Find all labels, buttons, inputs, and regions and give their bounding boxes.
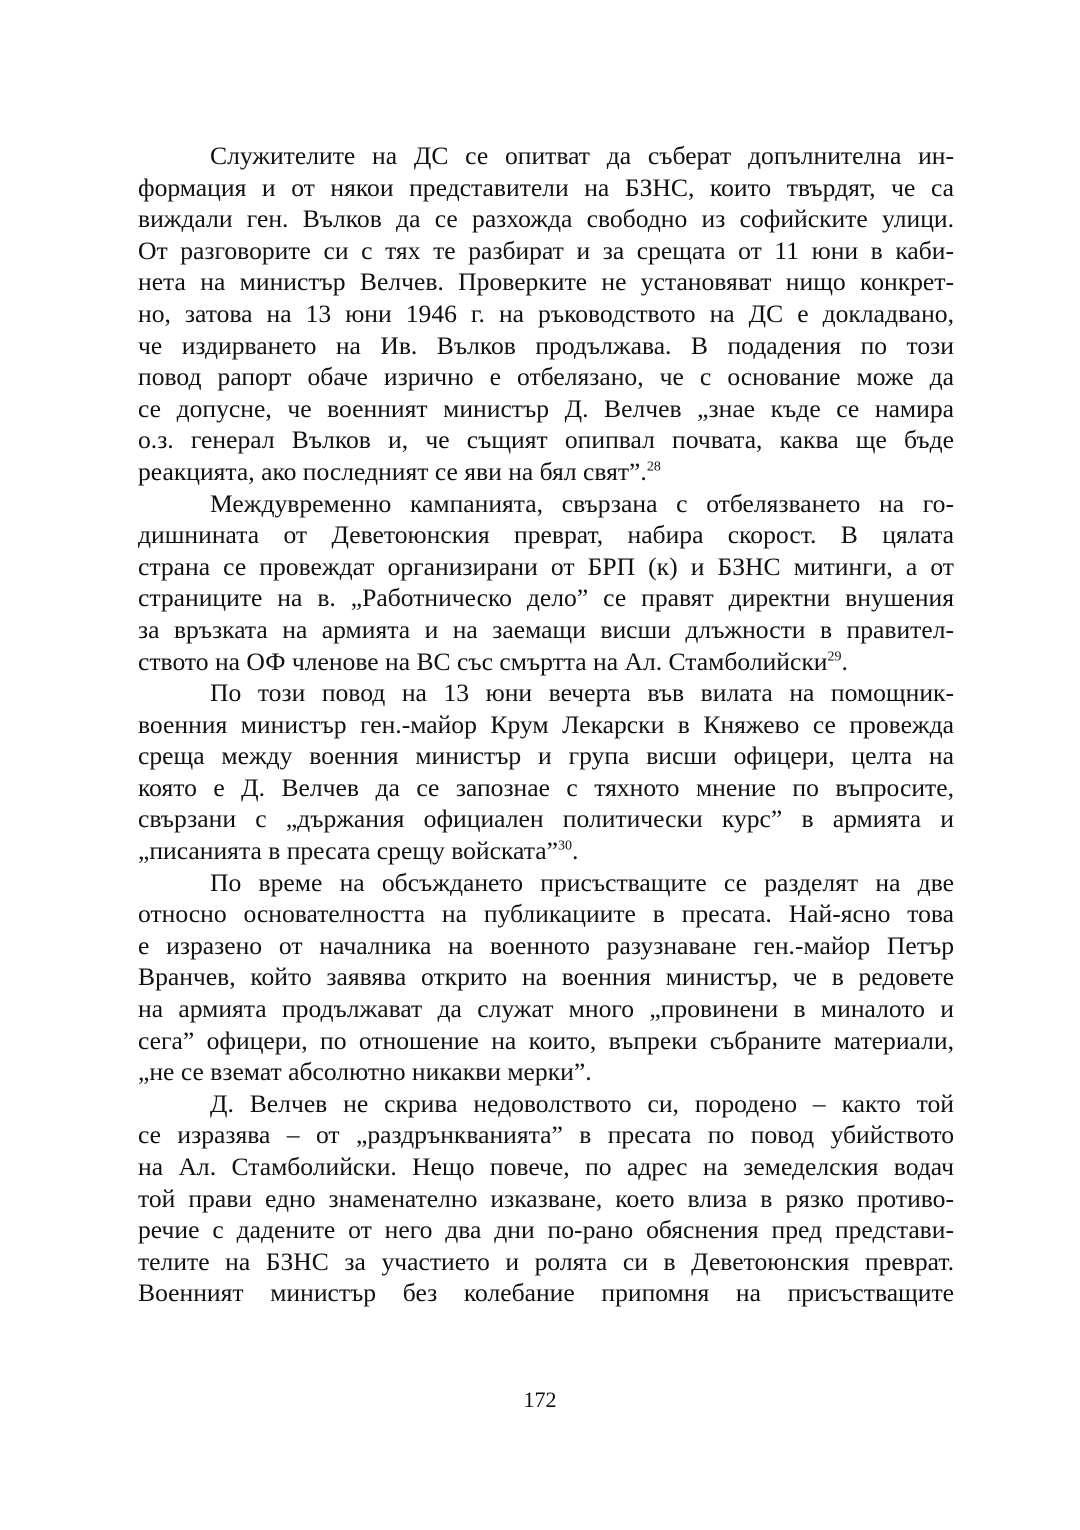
footnote-ref-29: 29 bbox=[827, 648, 842, 664]
paragraph-2 bbox=[138, 488, 954, 678]
text-line: свързани с „държания официален политически курс” в армията и bbox=[138, 804, 954, 834]
text-line: сега” офицери, по отношение на които, въпреки събраните материали, bbox=[138, 1025, 954, 1055]
page-number: 172 bbox=[523, 1387, 557, 1412]
footnote-ref-28: 28 bbox=[646, 459, 661, 475]
paragraph-5 bbox=[138, 1088, 954, 1309]
text-line: дишнината от Деветоюнския преврат, набира скорост. В цялата bbox=[138, 520, 954, 550]
text-line: на Ал. Стамболийски. Нещо повече, по адрес на земеделския водач bbox=[138, 1152, 954, 1181]
text-span: реакцията, ако последният се яви на бял свят”. bbox=[138, 456, 647, 486]
text-line: Вранчев, който заявява открито на военния министър, че в редовете bbox=[138, 962, 954, 992]
text-line: страна се провеждат организирани от БРП (к) и БЗНС митинги, а от bbox=[138, 551, 954, 581]
text-line bbox=[138, 456, 954, 488]
text-line: на армията продължават да служат много „провинени в миналото и bbox=[138, 994, 954, 1024]
text-line: той прави едно знаменателно изказване, което влиза в рязко противо- bbox=[138, 1183, 954, 1213]
text-line: повод рапорт обаче изрично е отбелязано, че с основание може да bbox=[138, 362, 954, 392]
text-line: военния министър ген.-майор Крум Лекарски в Княжево се провежда bbox=[138, 709, 954, 739]
text-line: се допусне, че военният министър Д. Велчев „знае къде се намира bbox=[138, 393, 954, 423]
text-line: телите на БЗНС за участието и ролята си в Деветоюнския преврат. bbox=[138, 1246, 954, 1276]
page-body bbox=[138, 140, 954, 1309]
paragraph-3 bbox=[138, 677, 954, 867]
text-span: . bbox=[841, 646, 848, 676]
text-line: „не се вземат абсолютно никакви мерки”. bbox=[138, 1057, 592, 1087]
text-line: че издирването на Ив. Вълков продължава. В подадения по този bbox=[138, 330, 954, 360]
text-span: . bbox=[571, 836, 579, 866]
text-line: среща между военния министър и група висши офицери, целта на bbox=[138, 741, 954, 771]
text-span: „писанията в пресата срещу войската” bbox=[138, 836, 558, 866]
text-line: страниците на в. „Работническо дело” се правят директни внушения bbox=[138, 583, 954, 613]
text-line: нета на министър Велчев. Проверките не установяват нищо конкрет- bbox=[138, 267, 954, 297]
text-line: Служителите на ДС се опитват да съберат допълнителна ин- bbox=[210, 141, 954, 170]
text-line bbox=[138, 835, 954, 867]
text-line: Д. Велчев не скрива недоволството си, породено – както той bbox=[210, 1088, 954, 1118]
text-line: По този повод на 13 юни вечерта във вилата на помощник- bbox=[210, 678, 954, 708]
text-line: Междувременно кампанията, свързана с отбелязването на го- bbox=[210, 488, 954, 518]
paragraph-4 bbox=[138, 867, 954, 1088]
text-line: но, затова на 13 юни 1946 г. на ръководството на ДС е докладвано, bbox=[138, 298, 954, 328]
text-line: виждали ген. Вълков да се разхожда свободно из софийските улици. bbox=[138, 204, 954, 234]
text-line: речие с дадените от него два дни по-рано обяснения пред представи- bbox=[138, 1215, 954, 1245]
paragraph-1 bbox=[138, 140, 954, 488]
text-line bbox=[138, 646, 954, 678]
text-line: се изразява – от „раздрънкванията” в пресата по повод убийството bbox=[138, 1120, 954, 1150]
text-line: По време на обсъждането присъстващите се разделят на две bbox=[210, 867, 954, 897]
text-line: Военният министър без колебание припомня на присъстващите bbox=[138, 1278, 954, 1308]
text-line: относно основателността на публикациите в пресата. Най-ясно това bbox=[138, 899, 954, 929]
text-line: за връзката на армията и на заемащи висши длъжности в правител- bbox=[138, 614, 954, 644]
text-line: От разговорите си с тях те разбират и за срещата от 11 юни в каби- bbox=[138, 235, 954, 265]
text-line: о.з. генерал Вълков и, че същият опипвал почвата, каква ще бъде bbox=[138, 425, 954, 455]
text-line: е изразено от началника на военното разузнаване ген.-майор Петър bbox=[138, 930, 954, 960]
footnote-ref-30: 30 bbox=[557, 838, 572, 854]
text-span: ството на ОФ членове на ВС със смъртта на Ал. Стамболийски bbox=[138, 646, 828, 676]
text-line: която е Д. Велчев да се запознае с тяхното мнение по въпросите, bbox=[138, 772, 954, 802]
text-line: формация и от някои представители на БЗНС, които твърдят, че са bbox=[138, 172, 954, 202]
